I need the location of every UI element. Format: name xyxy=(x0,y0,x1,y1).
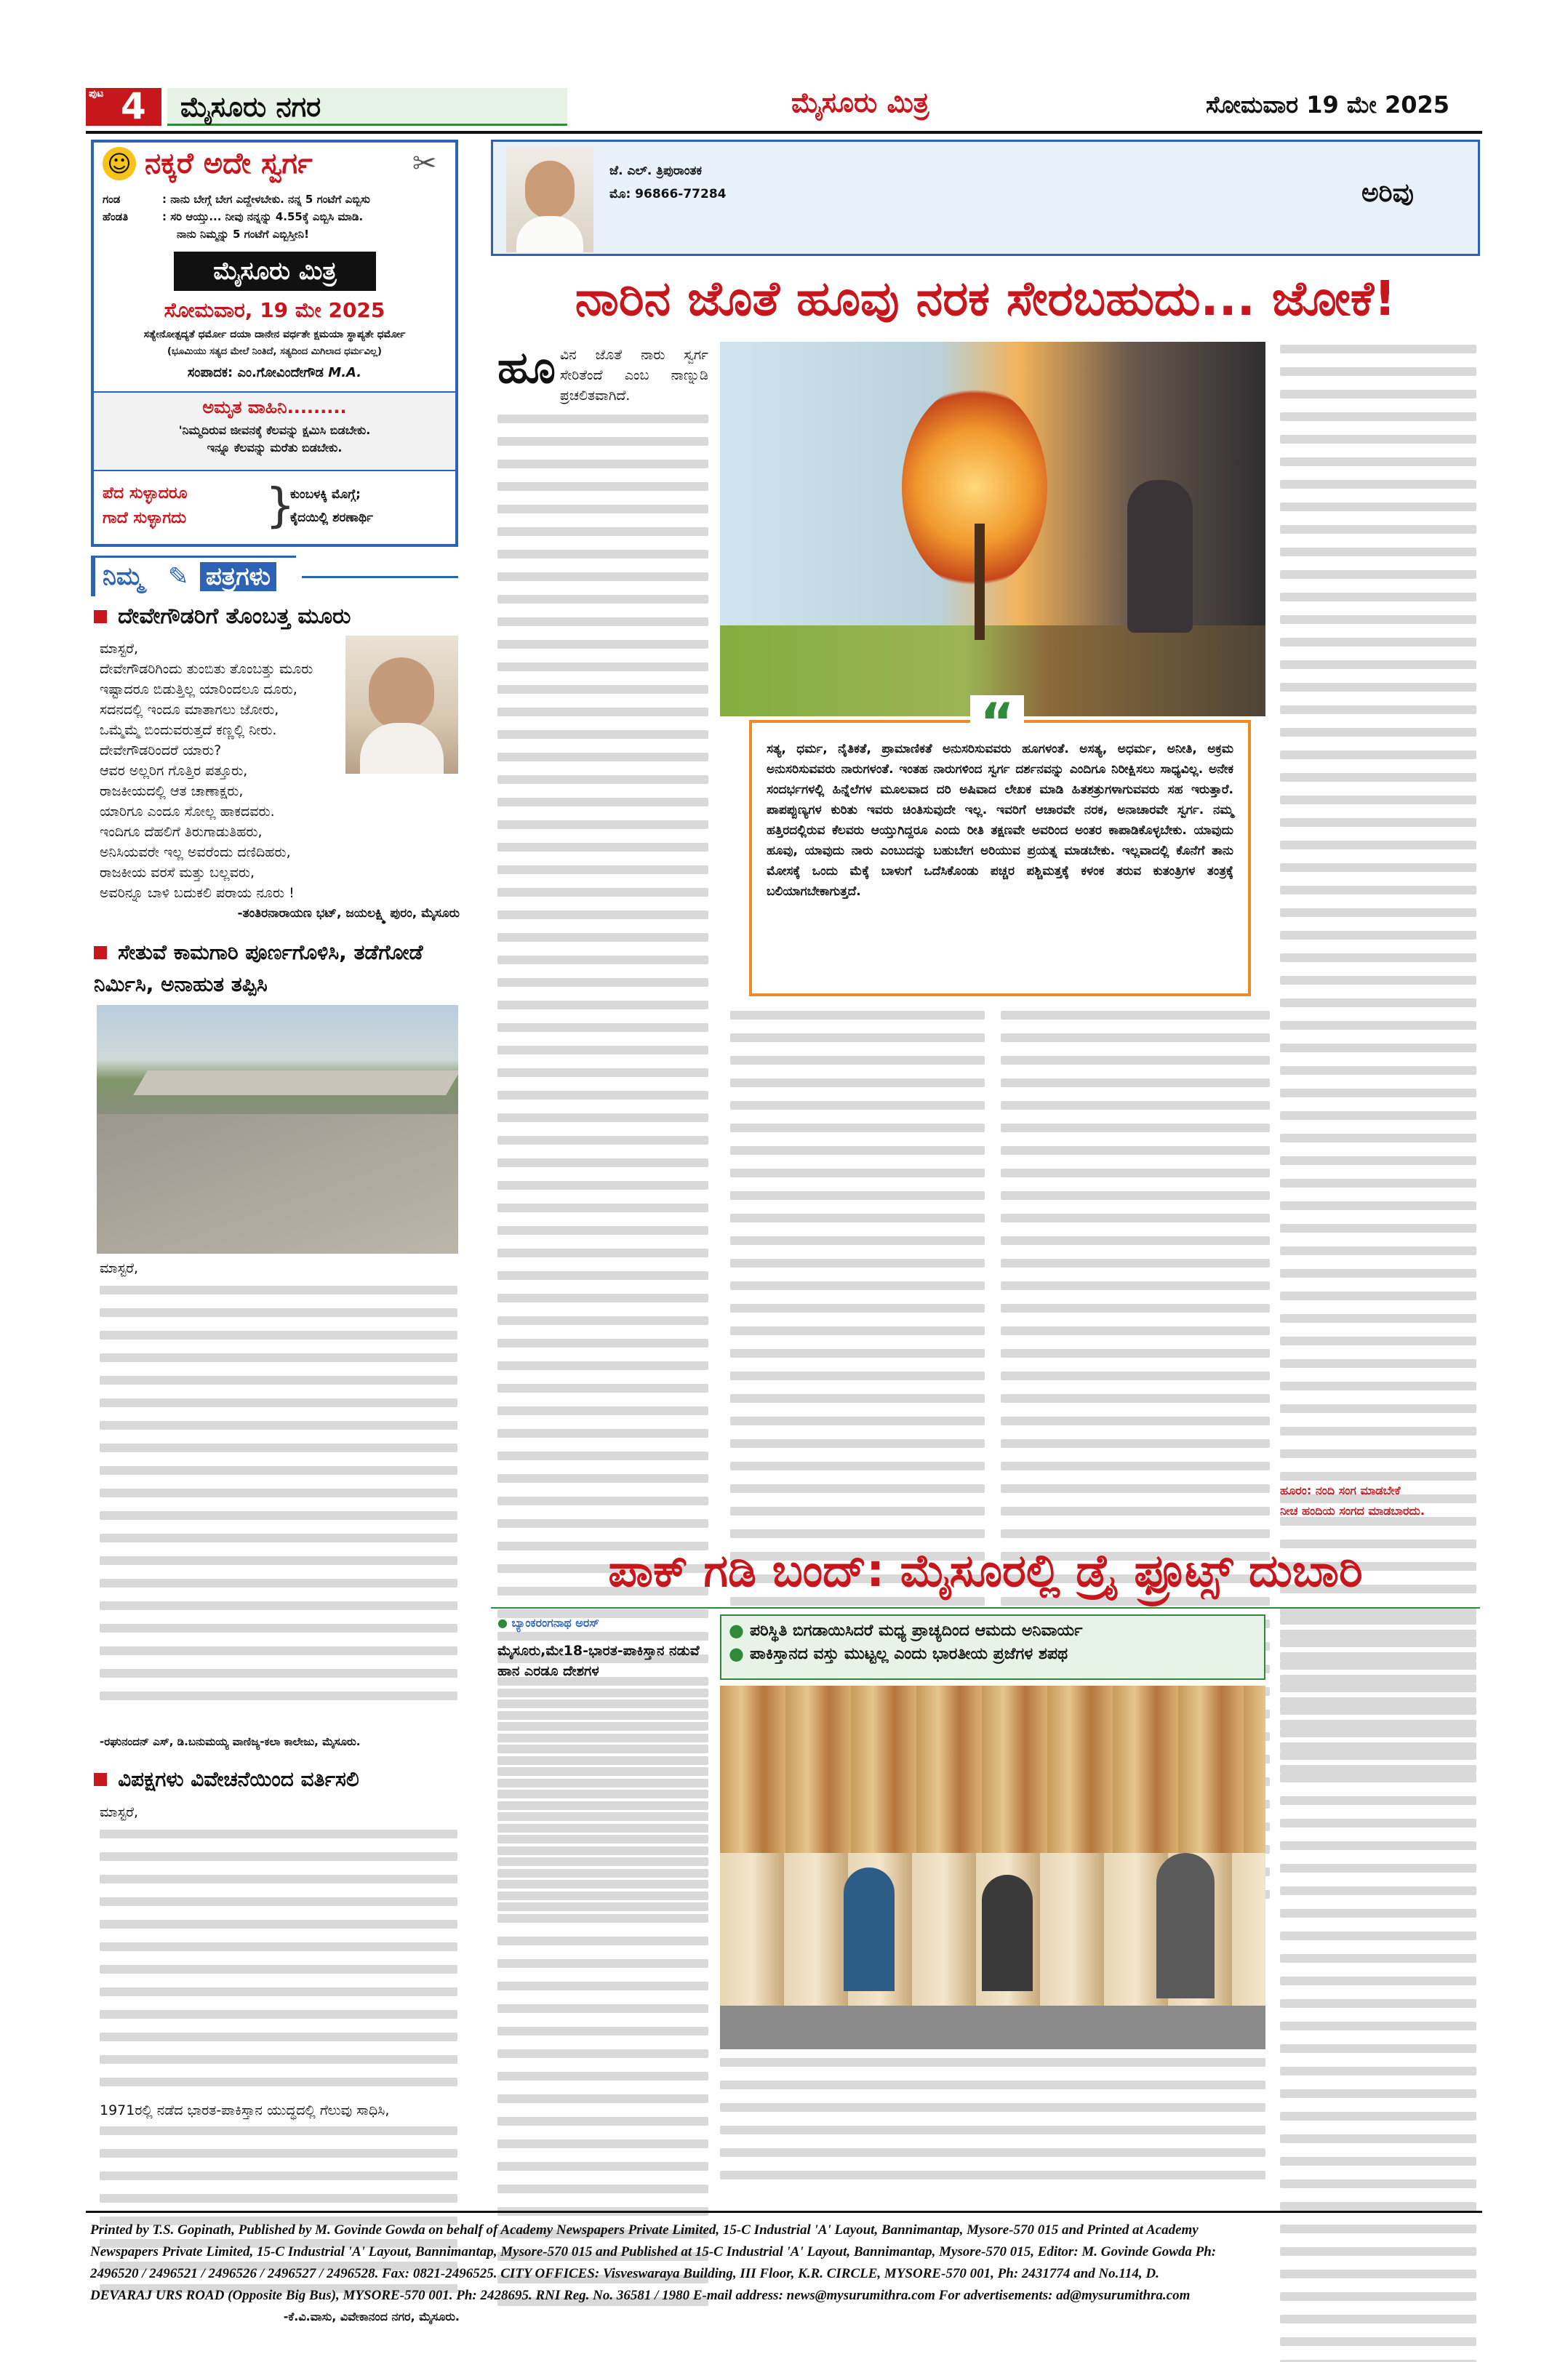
letter-2-body xyxy=(100,1286,457,1714)
column-end-1: ಹೂರಂ: ನಂದಿ ಸಂಗ ಮಾಡಬೇಕೆ xyxy=(1280,1484,1401,1497)
letter-3-salutation: ಮಾಸ್ಟರೆ, xyxy=(100,1804,139,1820)
news-headline: ಪಾಕ್ ಗಡಿ ಬಂದ್: ಮೈಸೂರಲ್ಲಿ ಡ್ರೈ ಫ್ರೂಟ್ಸ್ ದುಬಾರಿ xyxy=(608,1544,1363,1597)
news-filler-3 xyxy=(720,2058,1265,2193)
letters-header-title: ಪತ್ರಗಳು xyxy=(200,562,276,591)
speaker-1: ಗಂಡ xyxy=(103,193,121,206)
news-bullets xyxy=(720,1614,1265,1680)
byline-dot-icon: ● xyxy=(497,1616,508,1630)
section-title: ಮೈಸೂರು ನಗರ xyxy=(180,91,321,123)
poem-line: ಅನಿಸಿಯವರೇ ಇಲ್ಲ ಅವರೆಂದು ದಣಿದಿಹರು, xyxy=(100,844,291,860)
poem-line: ದೇವೇಗೌಡರಿಗಿಂದು ತುಂಬಿತು ತೊಂಬತ್ತು ಮೂರು xyxy=(100,661,313,677)
quote-icon: “ xyxy=(970,695,1024,736)
gaade-right-1: ಕುಂಬಳಕ್ಕಿ ಮೊಗ್ಗೆ; xyxy=(290,487,361,502)
letters-section xyxy=(91,556,469,2362)
poem-line: ಇಷ್ಟಾದರೂ ಬಿಡುತ್ತಿಲ್ಲ ಯಾರಿಂದಲೂ ದೂರು, xyxy=(100,681,297,697)
deve-gowda-photo xyxy=(345,636,458,774)
gaade-box xyxy=(94,477,455,544)
letter-3-tail: 1971ರಲ್ಲಿ ನಡೆದ ಭಾರತ-ಪಾಕಿಸ್ತಾನ ಯುದ್ಧದಲ್ಲಿ ಗೆಲುವು ಸಾಧಿಸಿ, xyxy=(100,2102,390,2118)
bullet-square-icon xyxy=(94,946,107,959)
pull-quote-box xyxy=(749,692,1251,996)
letter-3-title-row xyxy=(94,1767,461,1792)
pull-quote-text: ಸತ್ಯ, ಧರ್ಮ, ನೈತಿಕತೆ, ಪ್ರಾಮಾಣಿಕತೆ ಅನುಸರಿಸುವವರು ಹೂಗಳಂತೆ. ಅಸತ್ಯ, ಅಧರ್ಮ, ಅನೀತಿ, ಅಕ್ರಮ ಅನುಸರಿಸುವವರು ನಾರುಗಳಂತೆ. ಇಂತಹ ನಾರುಗಳಿಂದ ಸ್ವರ್ಗ ದರ್ಶನವನ್ನು ಎಂದಿಗೂ ನಿರೀಕ್ಷಿಸಲು ಸಾಧ್ಯವಿಲ್ಲ. ಅನೇಕ ಸಂದರ್ಭಗಳಲ್ಲಿ ಹಿನ್ನೆಲೆಗಳ ಮೂಲವಾದ ದರಿ ಅಷಿವಾದ ಲೇಖಕ ಮಾಡಿ ಹಿತಶತ್ರುಗಳಾಗುವವರು ಸಹ ಇರುತ್ತಾರೆ. ಪಾಪಪ್ಪುಣ್ಯಗಳ ಕುರಿತು ಇವರು ಚಿಂತಿಸುವುದೇ ಇಲ್ಲ. ಇವರಿಗೆ ಆಚಾರವೇ ನರಕ, ಅನಾಚಾರವೇ ಸ್ವರ್ಗ. ನಮ್ಮ ಹತ್ತಿರದಲ್ಲಿರುವ ಕೆಲವರು ಆಯ್ತುಗಿದ್ದರೂ ಎಂದು ರೀತಿ ತಕ್ಷಣವೇ ಅವರಿಂದ ಅಂತರ ಕಾಪಾಡಿಕೊಳ್ಳಬೇಕು. ಯಾವುದು ಹೂವು, ಯಾವುದು ನಾರು ಎಂಬುದನ್ನು ಬಹುಬೇಗ ಅರಿಯುವ ಪ್ರಯತ್ನ ಮಾಡಬೇಕು. ಇಲ್ಲವಾದಲ್ಲಿ ಕೊನೆಗೆ ತಾನು ಮೋಸಕ್ಕೆ ಒಂದು ಮೆಕ್ಕೆ ಬಾಳುಗೆ ಒದೆಸಿಕೊಂಡು ಪಚ್ಚರ ಪಶ್ಚಿಮತ್ತಕ್ಕೆ ಕಳಂಕ ತರುವ ಕುತಂತ್ರಿಗಳ ತಂತ್ರಕ್ಕೆ ಬಲಿಯಾಗಬೇಕಾಗುತ್ತದೆ. xyxy=(767,742,1233,899)
column-text-col-1 xyxy=(497,345,708,406)
column-lead: ವಿನ ಜೊತೆ ನಾರು ಸ್ವರ್ಗ ಸೇರಿತೆಂದೆ ಎಂಬ ನಾಣ್ನುಡಿ ಪ್ರಚಲಿತವಾಗಿದೆ. xyxy=(559,347,708,404)
column-end-2: ನೀಚ ಹಂದಿಯ ಸಂಗದ ಮಾಡಬಾರದು. xyxy=(1280,1504,1425,1518)
nakkare-header xyxy=(94,143,455,186)
amrutha-title: ಅಮೃತ ವಾಹಿನಿ......... xyxy=(202,397,347,417)
motto-line-2: (ಭೂಮಿಯು ಸತ್ಯದ ಮೇಲೆ ನಿಂತಿದೆ, ಸತ್ಯದಿಂದ ಮಿಗಿಲಾದ ಧರ್ಮವಿಲ್ಲ) xyxy=(167,346,382,357)
letters-rule xyxy=(302,576,458,578)
poem-line: ಆವರ ಅಲ್ಲರಿಗ ಗೊತ್ತಿರ ಪತ್ತೂರು, xyxy=(100,763,248,779)
bullet-square-icon xyxy=(94,1773,107,1786)
poem-line: ಸದನದಲ್ಲಿ ಇಂದೂ ಮಾತಾಗಲು ಜೋರು, xyxy=(100,702,279,718)
speaker-1-text: : ನಾನು ಬೇಗ್ಗೆ ಬೇಗ ಎದ್ದೇಳಬೇಕು. ನನ್ನ 5 ಗಂಟೆಗೆ ಎಬ್ಬಿಸು xyxy=(162,193,370,206)
logo-box-date: ಸೋಮವಾರ, 19 ಮೇ 2025 xyxy=(164,298,385,322)
letter-1-title-row xyxy=(94,604,457,629)
column-header xyxy=(491,140,1480,256)
motto-line-1: ಸತ್ಯೇನೋತ್ಪದ್ಯತೆ ಧರ್ಮೋ ದಯಾ ದಾನೇನ ವರ್ಧತೇ ಕ್ಷಮಯಾ ಸ್ಥಾಪ್ಯತೇ ಧರ್ಮೋ xyxy=(143,329,406,340)
top-bar xyxy=(86,82,1482,130)
news-rule xyxy=(491,1607,1480,1609)
letters-header-prefix: ನಿಮ್ಮ xyxy=(103,562,143,591)
author-phone: ಮೊ: 96866-77284 xyxy=(609,187,727,201)
gaade-right xyxy=(290,483,450,529)
news-bullet-1: ಪರಿಸ್ಥಿತಿ ಬಿಗಡಾಯಿಸಿದರೆ ಮಧ್ಯ ಪ್ರಾಚ್ಯದಿಂದ ಆಮದು ಅನಿವಾರ್ಯ xyxy=(749,1621,1083,1640)
bridge-photo xyxy=(97,1005,458,1254)
letters-header xyxy=(91,556,296,596)
poem-line: ಒಮ್ಮೆಮ್ಮೆ ಬಿಂದುವರುತ್ತದೆ ಕಣ್ಣಲ್ಲಿ ನೀರು. xyxy=(100,722,277,738)
masthead-rule xyxy=(86,131,1482,134)
pen-icon: ✎ xyxy=(168,562,189,591)
poem-line: ಯಾರಿಗೂ ಎಂದೂ ಸೋಲ್ಲ ಹಾಕದವರು. xyxy=(100,804,275,820)
letter-2-salutation: ಮಾಸ್ಟರೆ, xyxy=(100,1260,139,1276)
letter-3-body xyxy=(100,1830,457,2100)
news-byline xyxy=(497,1616,708,1630)
author-photo xyxy=(506,146,593,252)
poem-line: ರಾಜಕೀಯ ವರಸೆ ಮತ್ತು ಬಲ್ಲವರು, xyxy=(100,865,255,881)
brace-icon: } xyxy=(265,479,295,533)
column-ending xyxy=(1280,1481,1476,1521)
letter-2-sign: -ರಘುನಂದನ್ ಎಸ್, ಡಿ.ಬನುಮಯ್ಯ ವಾಣಿಜ್ಯ-ಕಲಾ ಕಾಲೇಜು, ಮೈಸೂರು. xyxy=(100,1735,361,1748)
column-headline: ನಾರಿನ ಜೊತೆ ಹೂವು ನರಕ ಸೇರಬಹುದು... ಜೋಕೆ! xyxy=(575,271,1396,327)
bullet-dot-icon: ● xyxy=(729,1644,744,1664)
amrutha-line-2: ಇನ್ನೂ ಕೆಲವನ್ನು ಮರೆತು ಬಿಡಬೇಕು. xyxy=(207,441,343,455)
imprint-line-3: 2496520 / 2496521 / 2496526 / 2496527 / 2496528. Fax: 0821-2496525. CITY OFFICES: Visveswaraya Building, III Floor, K.R. CIRCLE, MYSORE-570 001, Ph: 2431774 and No.114, D. xyxy=(90,2266,1159,2281)
speaker-2: ಹೆಂಡತಿ xyxy=(103,210,129,223)
page-number: 4 xyxy=(121,85,146,127)
imprint xyxy=(90,2219,1479,2307)
section-banner xyxy=(167,88,567,126)
letter-1-sign: -ತಂತಿರನಾರಾಯಣ ಭಟ್, ಜಯಲಕ್ಷ್ಮಿ ಪುರಂ, ಮೈಸೂರು xyxy=(237,906,460,921)
letter-2-title: ಸೇತುವೆ ಕಾಮಗಾರಿ ಪೂರ್ಣಗೊಳಿಸಿ, ತಡೆಗೋಡೆ ನಿರ್ಮಿಸಿ, ಅನಾಹುತ ತಪ್ಪಿಸಿ xyxy=(94,940,423,996)
page-word: ಪುಟ xyxy=(89,88,104,100)
page-number-box xyxy=(86,85,161,127)
poem-line: ದೇವೇಗೌಡರಿಂದರೆ ಯಾರು? xyxy=(100,742,222,758)
poem-line: ರಾಜಕೀಯದಲ್ಲಿ ಆತ ಚಾಣಾಕ್ಷರು, xyxy=(100,783,244,799)
poem-line: ಇಂದಿಗೂ ದೆಹಲಿಗೆ ತಿರುಗಾಡುತಿಹರು, xyxy=(100,824,263,840)
editor-degree: M.A. xyxy=(328,365,362,380)
editor-label: ಸಂಪಾದಕ: xyxy=(187,365,233,380)
footer-rule xyxy=(86,2211,1482,2213)
amrutha-line-1: 'ನಿಮ್ಮದಿರುವ ಜೀವನಕ್ಕೆ ಕೆಲವನ್ನು ಕ್ಷಮಿಸಿ ಬಿಡಬೇಕು. xyxy=(178,423,371,437)
imprint-line-4: DEVARAJ URS ROAD (Opposite Big Bus), MYSORE-570 001. Ph: 2428695. RNI Reg. No. 36581 / 1980 E-mail address: news@mysurumithra.com For advertisements: ad@mysurumithra.com xyxy=(90,2288,1191,2303)
author-name: ಜೆ. ಎಲ್. ತ್ರಿಪುರಾಂತಕ xyxy=(609,164,703,178)
amrutha-box xyxy=(94,391,455,471)
cartoon-icon: ✂ xyxy=(412,147,437,180)
poem-line: ಮಾಸ್ಟರೆ, xyxy=(100,641,139,657)
laugh-icon: ☺ xyxy=(103,147,136,180)
imprint-line-2: Newspapers Private Limited, 15-C Industrial 'A' Layout, Bannimantap, Mysore-570 015 and Published at 15-C Industrial 'A' Layout, Bannimantap, Mysore-570 015, Editor: M. Govinde Gowda Ph: xyxy=(90,2244,1217,2259)
imprint-line-1: Printed by T.S. Gopinath, Published by M. Govinde Gowda on behalf of Academy Newspapers Private Limited, 15-C Industrial 'A' Layout, Bannimantap, Mysore-570 015 and Printed at Academy xyxy=(90,2222,1199,2238)
news-byline-text: ಬ್ಯಾಂಕರಂಗನಾಥ ಅರಸ್ xyxy=(511,1616,599,1630)
letter-2-title-row xyxy=(94,937,461,1001)
masthead-date: ಸೋಮವಾರ 19 ಮೇ 2025 xyxy=(1206,91,1450,119)
gaade-left-1: ಪೆದ ಸುಳ್ಳಾದರೂ xyxy=(103,484,188,503)
poem-line: ಅವರಿನ್ನೂ ಬಾಳಿ ಬದುಕಲಿ ಪರಾಯ ನೂರು ! xyxy=(100,885,295,901)
masthead-logo: ಮೈಸೂರು ಮಿತ್ರ xyxy=(791,87,929,119)
heaven-hell-illustration xyxy=(720,342,1265,716)
nakkare-dialogue xyxy=(103,191,452,243)
bullet-dot-icon: ● xyxy=(729,1620,744,1641)
editor-name: ಎಂ.ಗೋವಿಂದೇಗೌಡ xyxy=(237,365,324,380)
column-tag: ಅರಿವು xyxy=(1361,178,1415,208)
gaade-left xyxy=(103,481,270,531)
news-bullet-2: ಪಾಕಿಸ್ತಾನದ ವಸ್ತು ಮುಟ್ಟಲ್ಲ ಎಂದು ಭಾರತೀಯ ಪ್ರಜೆಗಳ ಶಪಥ xyxy=(749,1644,1068,1663)
letter-1-title: ದೇವೇಗೌಡರಿಗೆ ತೊಂಬತ್ತ ಮೂರು xyxy=(118,604,351,629)
dry-fruits-shop-photo xyxy=(720,1686,1265,2049)
editor-line xyxy=(94,365,455,380)
gaade-right-2: ಕೈದಯಿಲ್ಲಿ ಶರಣಾರ್ಥಿ xyxy=(290,511,373,525)
bullet-square-icon xyxy=(94,610,107,623)
letter-3-sign: -ಕೆ.ವಿ.ವಾಸು, ವಿವೇಕಾನಂದ ನಗರ, ಮೈಸೂರು. xyxy=(283,2310,460,2323)
letter-1-poem xyxy=(100,638,332,903)
news-dateline: ಮೈಸೂರು,ಮೇ18-ಭಾರತ-ಪಾಕಿಸ್ತಾನ ನಡುವೆ ಹಾನ ಎರಡೂ ದೇಶಗಳ xyxy=(497,1643,700,1679)
logo-box-title: ಮೈಸೂರು ಮಿತ್ರ xyxy=(213,257,337,286)
nakkare-title: ನಕ್ಕರೆ ಅದೇ ಸ್ವರ್ಗ xyxy=(145,147,313,180)
speaker-3-text: ನಾನು ನಿಮ್ಮನ್ನು 5 ಗಂಟೆಗೆ ಎಬ್ಬಿಸ್ತೀನಿ! xyxy=(177,228,309,241)
logo-box xyxy=(174,252,376,291)
nakkare-box xyxy=(91,140,458,547)
speaker-2-text: : ಸರಿ ಆಯ್ತು... ನೀವು ನನ್ನನ್ನು 4.55ಕ್ಕೆ ಎಬ್ಬಿಸಿ ಮಾಡಿ. xyxy=(162,210,364,223)
drop-cap: ಹೂ xyxy=(497,343,556,393)
letter-3-title: ವಿಪಕ್ಷಗಳು ವಿವೇಚನೆಯಿಂದ ವರ್ತಿಸಲಿ xyxy=(118,1767,359,1791)
gaade-left-2: ಗಾದೆ ಸುಳ್ಳಾಗದು xyxy=(103,509,187,527)
